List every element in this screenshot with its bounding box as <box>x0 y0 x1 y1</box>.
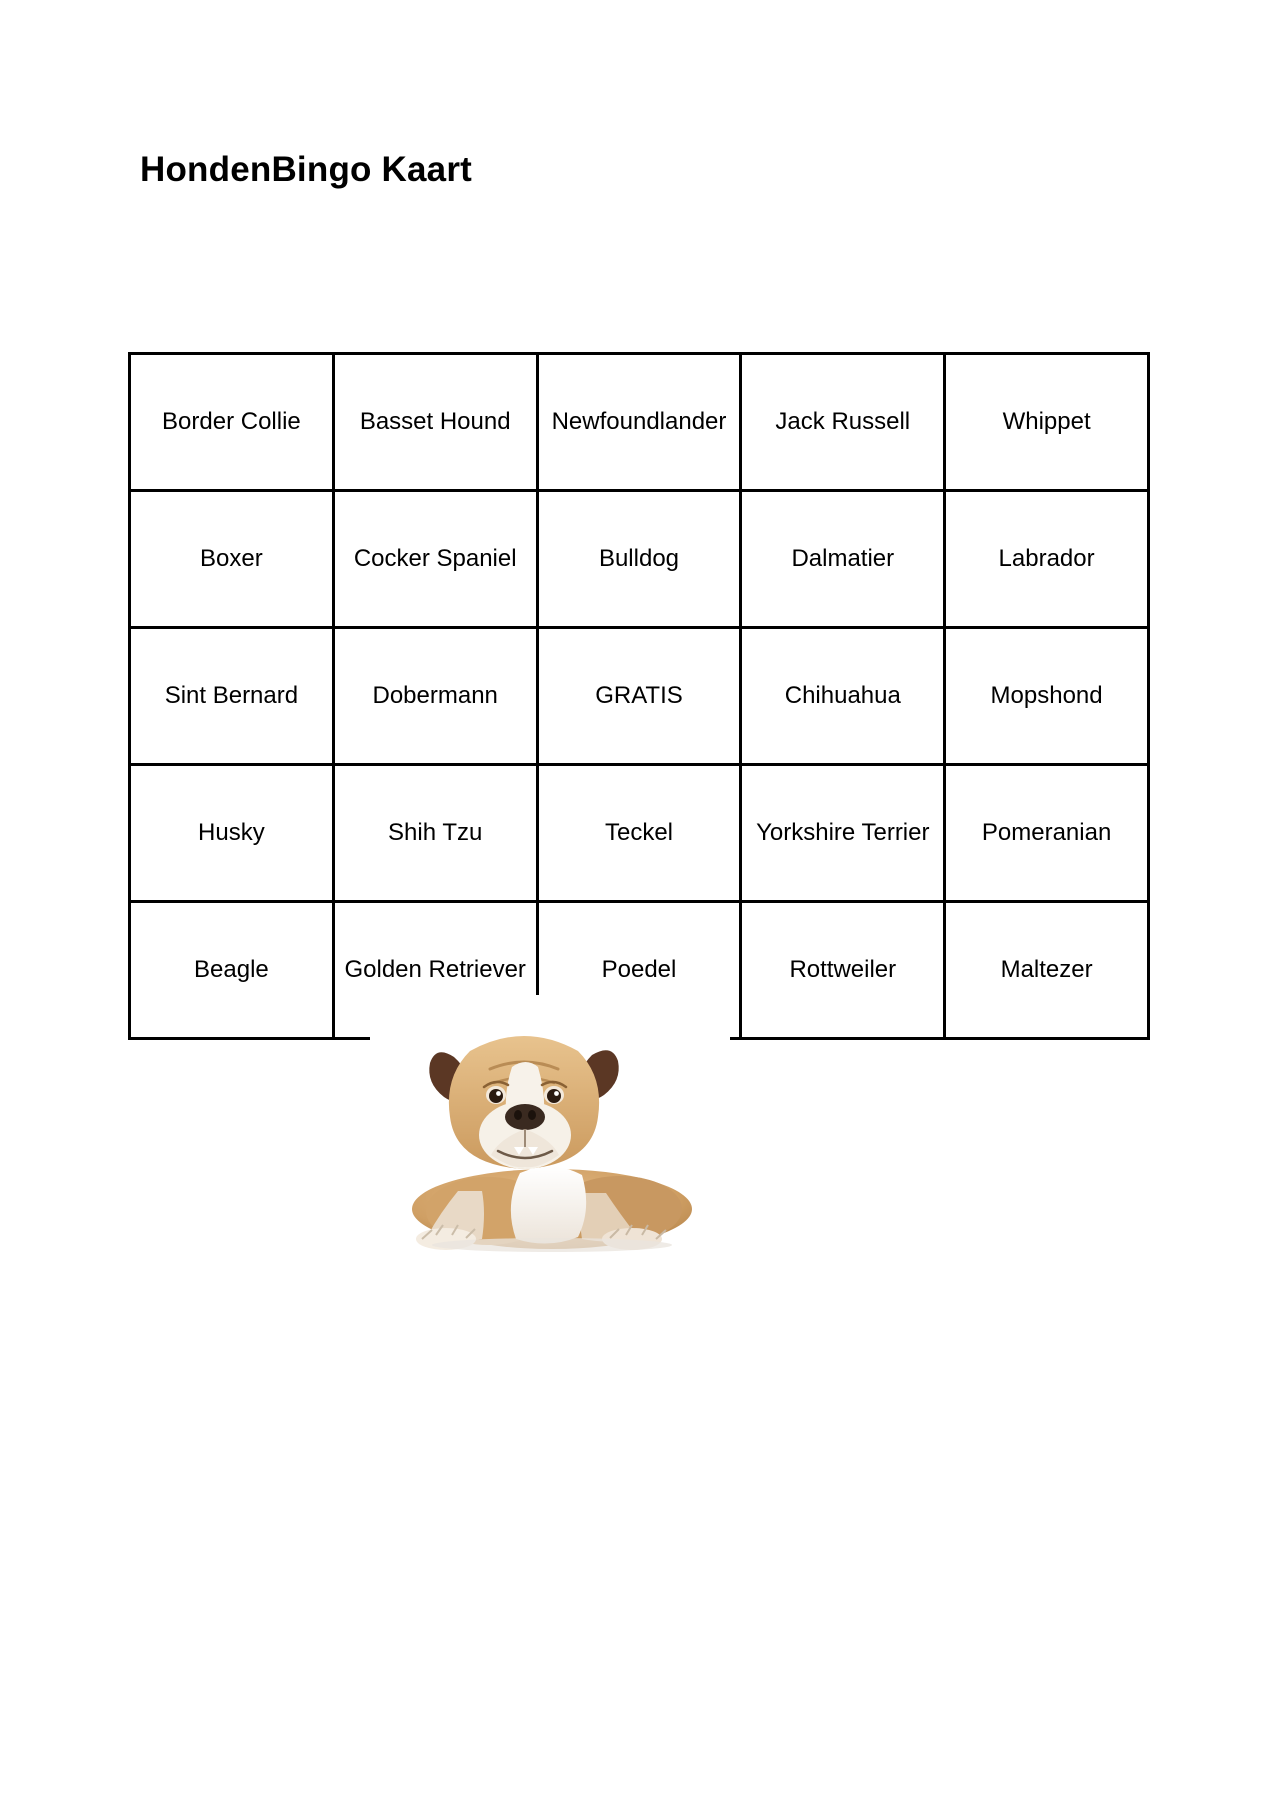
bingo-cell[interactable]: Golden Retriever <box>333 902 537 1039</box>
bingo-cell[interactable]: Shih Tzu <box>333 765 537 902</box>
table-row <box>130 628 1149 765</box>
table-row <box>130 491 1149 628</box>
bingo-cell[interactable]: Cocker Spaniel <box>333 491 537 628</box>
bingo-cell[interactable]: Pomeranian <box>945 765 1149 902</box>
bingo-cell[interactable]: Poedel <box>537 902 741 1039</box>
bingo-cell[interactable]: Whippet <box>945 354 1149 491</box>
bingo-cell[interactable]: Basset Hound <box>333 354 537 491</box>
bingo-table-body <box>130 354 1149 1039</box>
bingo-cell[interactable]: Newfoundlander <box>537 354 741 491</box>
bingo-cell-free-space[interactable]: GRATIS <box>537 628 741 765</box>
bingo-table <box>128 352 1150 1040</box>
bingo-cell[interactable]: Yorkshire Terrier <box>741 765 945 902</box>
bingo-cell[interactable]: Dalmatier <box>741 491 945 628</box>
bingo-cell[interactable]: Husky <box>130 765 334 902</box>
bingo-cell[interactable]: Boxer <box>130 491 334 628</box>
bingo-cell[interactable]: Border Collie <box>130 354 334 491</box>
table-row <box>130 354 1149 491</box>
bingo-cell[interactable]: Bulldog <box>537 491 741 628</box>
bingo-cell[interactable]: Jack Russell <box>741 354 945 491</box>
bingo-cell[interactable]: Teckel <box>537 765 741 902</box>
bingo-cell[interactable]: Maltezer <box>945 902 1149 1039</box>
bingo-cell[interactable]: Mopshond <box>945 628 1149 765</box>
bingo-cell[interactable]: Labrador <box>945 491 1149 628</box>
bingo-cell[interactable]: Rottweiler <box>741 902 945 1039</box>
bingo-cell[interactable]: Beagle <box>130 902 334 1039</box>
bingo-cell[interactable]: Dobermann <box>333 628 537 765</box>
bulldog-photo <box>370 995 730 1255</box>
page-title: HondenBingo Kaart <box>140 150 473 189</box>
bingo-cell[interactable]: Chihuahua <box>741 628 945 765</box>
bingo-card <box>128 352 1150 1040</box>
bingo-cell[interactable]: Sint Bernard <box>130 628 334 765</box>
table-row <box>130 765 1149 902</box>
